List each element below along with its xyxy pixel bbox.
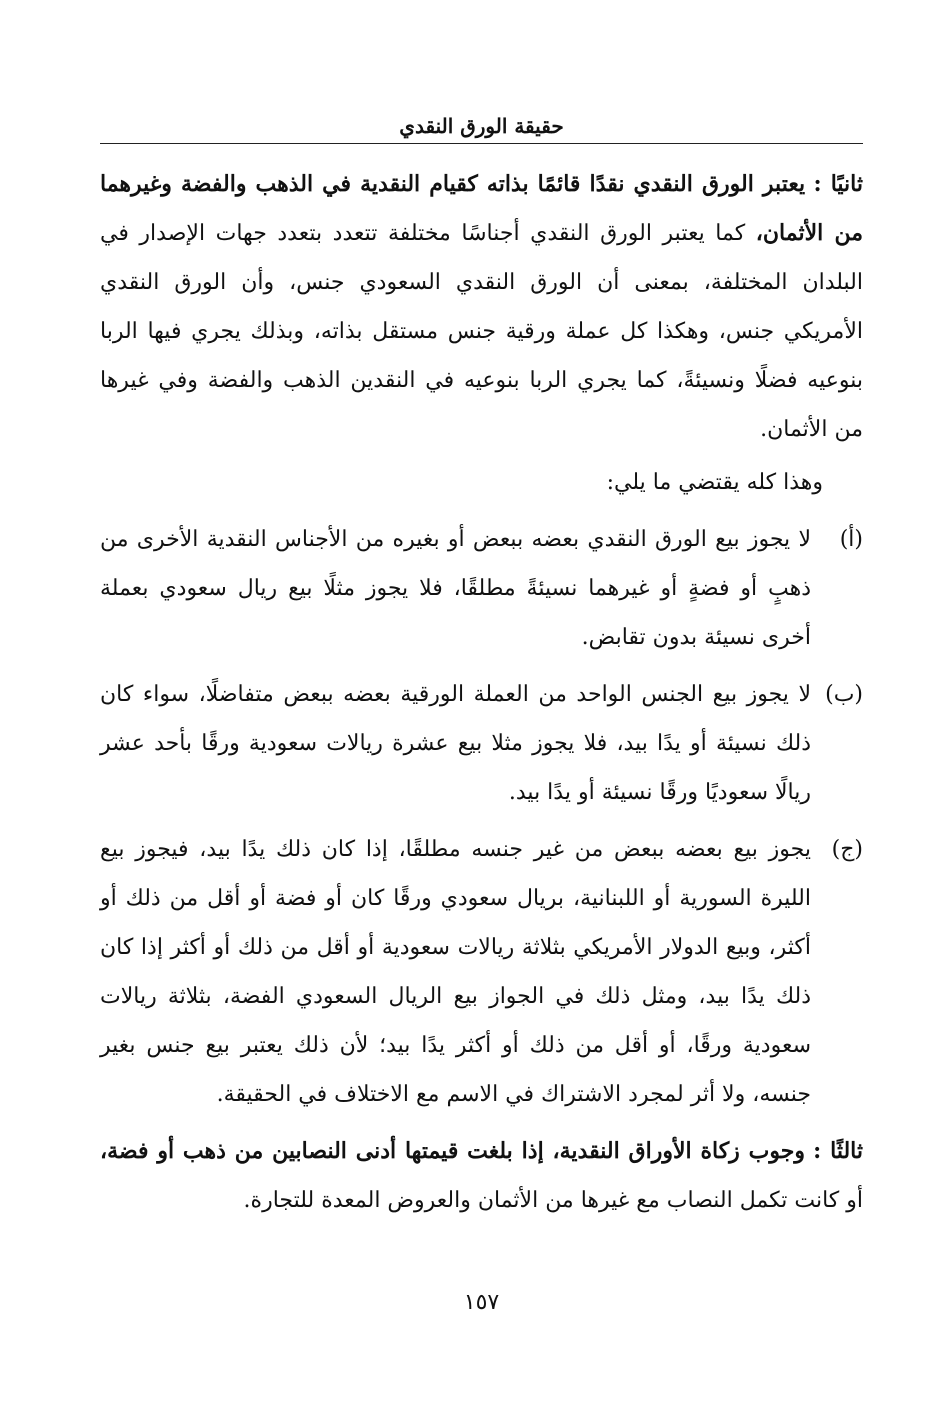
third-point-text: أو كانت تكمل النصاب مع غيرها من الأثمان والعروض المعدة للتجارة. (243, 1188, 863, 1213)
page-header-title: حقيقة الورق النقدي (399, 114, 564, 138)
list-item-marker: (أ) (839, 527, 863, 552)
paragraph-second-point (100, 160, 863, 454)
third-point-bold-statement: وجوب زكاة الأوراق النقدية، إذا بلغت قيمتها أدنى النصابين من ذهب أو فضة، (100, 1138, 805, 1164)
list-item-text: لا يجوز بيع الورق النقدي بعضه ببعض أو بغيره من الأجناس النقدية الأخرى من ذهبٍ أو فضةٍ أو غيرهما نسيئةً مطلقًا، فلا يجوز مثلًا بيع ريال سعودي بعملة أخرى نسيئة بدون تقابض. (100, 527, 811, 650)
section-label-third: ثالثًا : (813, 1138, 863, 1164)
paragraph-third-point (100, 1127, 863, 1225)
list-item (100, 825, 863, 1119)
header-divider (100, 143, 863, 144)
second-point-bold-statement: يعتبر الورق النقدي نقدًا قائمًا بذاته كقيام النقدية في الذهب والفضة وغيرهما من الأثمان، (100, 171, 864, 246)
list-item (100, 515, 863, 662)
section-label-second: ثانيًا : (813, 171, 863, 197)
list-item (100, 670, 863, 817)
list-item-text: يجوز بيع بعضه ببعض من غير جنسه مطلقًا، إذا كان ذلك يدًا بيد، فيجوز بيع الليرة السورية أو اللبنانية، بريال سعودي ورقًا كان أو فضة أو أقل من ذلك أو أكثر، وبيع الدولار الأمريكي بثلاثة ريالات سعودية أو أقل من ذلك أو أكثر إذا كان ذلك يدًا بيد، ومثل ذلك في الجواز بيع الريال السعودي الفضة، بثلاثة ريالات سعودية ورقًا، أو أقل من ذلك أو أكثر يدًا بيد؛ لأن ذلك يعتبر بيع جنس بغير جنسه، ولا أثر لمجرد الاشتراك في الاسم مع الاختلاف في الحقيقة. (100, 837, 811, 1107)
second-point-text: كما يعتبر الورق النقدي أجناسًا مختلفة تتعدد بتعدد جهات الإصدار في البلدان المختلفة، بمعنى أن الورق النقدي السعودي جنس، وأن الورق النقدي الأمريكي جنس، وهكذا كل عملة ورقية جنس مستقل بذاته، وبذلك يجري فيها الربا بنوعيه فضلًا ونسيئةً، كما يجري الربا بنوعيه في النقدين الذهب والفضة وفي غيرها من الأثمان. (100, 221, 864, 442)
consequences-intro: وهذا كله يقتضي ما يلي: (606, 470, 823, 495)
list-item-text: لا يجوز بيع الجنس الواحد من العملة الورقية بعضه ببعض متفاضلًا، سواء كان ذلك نسيئة أو يدًا بيد، فلا يجوز مثلا بيع عشرة ريالات سعودية ورقًا بأحد عشر ريالًا سعوديًا ورقًا نسيئة أو يدًا بيد. (100, 682, 811, 805)
page-number: ١٥٧ (463, 1290, 500, 1315)
list-item-marker: (ج) (831, 837, 863, 862)
page-body (100, 160, 863, 1225)
list-item-marker: (ب) (825, 682, 863, 707)
